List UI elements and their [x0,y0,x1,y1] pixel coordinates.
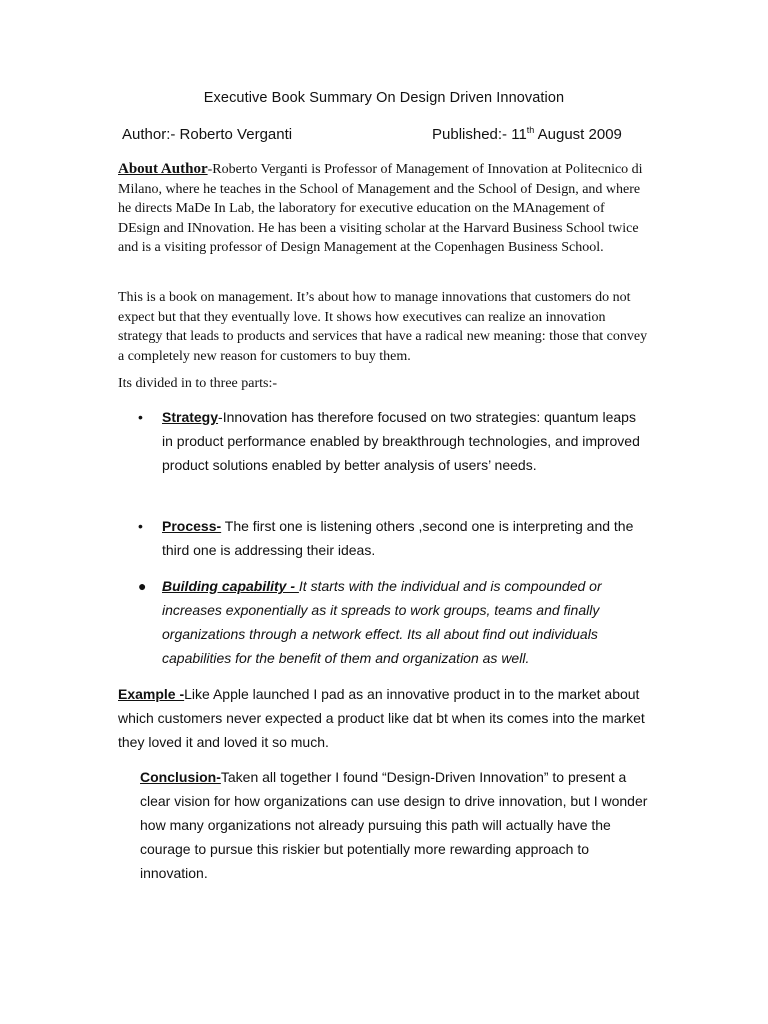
bullet-text [162,514,642,562]
author-line: Author:- Roberto Verganti [122,126,293,143]
example-text: Like Apple launched I pad as an innovative product in to the market about which customers never expected a product like dat bt when its comes into the market they loved it and loved it so much. [118,686,645,750]
conclusion-label: Conclusion- [140,769,221,785]
conclusion-paragraph [140,765,650,885]
divided-line: Its divided in to three parts:- [118,376,278,391]
conclusion-text: Taken all together I found “Design-Driven Innovation” to present a clear vision for how organizations can use design to drive innovation, but I wonder how many organizations not already pursuing this path will actually have the courage to pursue this riskier but potentially more rewarding approach to innovation. [140,769,648,881]
published-prefix: Published:- 11 [432,126,527,143]
example-paragraph [118,682,648,754]
bullet-body: -Innovation has therefore focused on two strategies: quantum leaps in product performance enabled by breakthrough technologies, and improved product solutions enabled by better analysis of users’ needs. [162,409,640,473]
about-author-paragraph [118,160,648,258]
bullet-marker: • [138,518,143,534]
published-line [432,126,622,143]
bullet-label: Building capability - [162,578,299,594]
bullet-marker: ● [138,578,147,594]
published-suffix: August 2009 [534,126,622,143]
published-superscript: th [526,125,535,135]
about-author-label: About Author [118,161,208,177]
intro-paragraph: This is a book on management. It’s about how to manage innovations that customers do not expect but that they eventually love. It shows how executives can realize an innovation strategy that leads to products and services that have a radical new meaning: those that convey a completely new reason for customers to buy them. [118,290,648,364]
about-author-text: -Roberto Verganti is Professor of Management of Innovation at Politecnico di Milano, where he teaches in the School of Management and the School of Design, and where he directs MaDe In Lab, the laboratory for executive education on the MAnagement of DEsign and INnovation. He has been a visiting scholar at the Harvard Business School twice and is a visiting professor of Design Management at the Copenhagen Business School. [118,162,643,256]
bullet-label: Process- [162,518,222,534]
document-title: Executive Book Summary On Design Driven Innovation [203,90,565,106]
bullet-text [162,574,642,670]
bullet-marker: • [138,409,143,425]
bullet-text [162,405,642,477]
bullet-body: It starts with the individual and is compounded or increases exponentially as it spreads to work groups, teams and finally organizations through a network effect. Its all about find out individuals capabilities for the benefit of them and organization as well. [162,578,602,666]
bullet-body: The first one is listening others ,second one is interpreting and the third one is addressing their ideas. [162,518,634,558]
example-label: Example - [118,686,185,702]
bullet-label: Strategy [162,409,219,425]
